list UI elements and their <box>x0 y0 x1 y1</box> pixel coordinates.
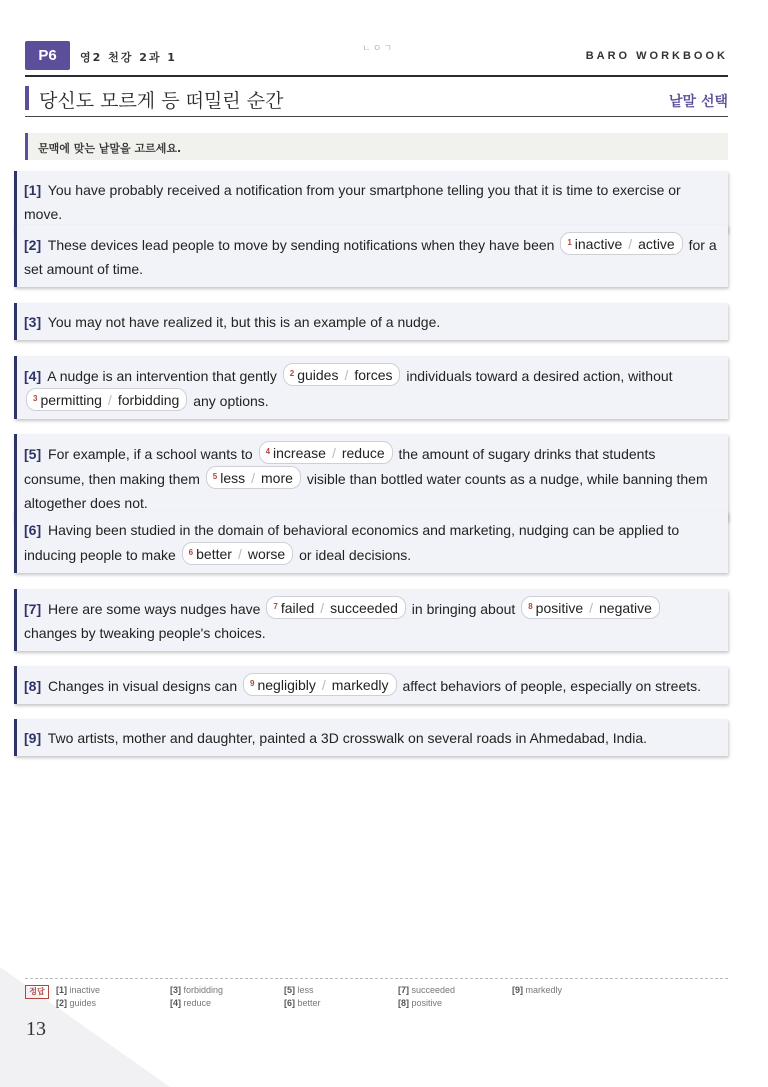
question-text: A nudge is an intervention that gently <box>47 368 277 384</box>
answer-entry: [2] guides <box>56 998 97 1008</box>
question-number: [5] <box>24 446 42 462</box>
choice-option-a[interactable]: permitting <box>40 392 102 408</box>
question-item <box>14 666 728 704</box>
question-number: [1] <box>24 182 42 198</box>
instruction-box: 문맥에 맞는 낱말을 고르세요. <box>25 133 728 160</box>
answer-entry: [8] positive <box>398 998 443 1008</box>
question-number: [2] <box>24 237 42 253</box>
choice-option-b[interactable]: markedly <box>331 677 389 693</box>
choice-group <box>560 232 682 255</box>
question-text: the amount of sugary drinks that students consume, then making them <box>24 446 656 487</box>
choice-group <box>266 596 406 619</box>
question-text: individuals toward a desired action, without <box>406 368 673 384</box>
question-text: affect behaviors of people, especially on streets. <box>402 678 702 694</box>
blank-number: 6 <box>188 548 194 557</box>
answer-key <box>25 978 728 1018</box>
choice-option-b[interactable]: more <box>261 470 293 486</box>
question-text: Two artists, mother and daughter, painted a 3D crosswalk on several roads in Ahmedabad, India. <box>47 730 647 746</box>
blank-number: 9 <box>250 679 255 688</box>
choice-option-a[interactable]: inactive <box>574 236 623 252</box>
choice-separator: / <box>107 392 112 408</box>
choice-separator: / <box>320 600 325 616</box>
page-header <box>25 41 728 71</box>
question-number: [3] <box>24 314 42 330</box>
answer-entry: [3] forbidding <box>170 985 224 995</box>
exercise-type-label: 낱말 선택 <box>669 94 728 110</box>
question-item <box>14 303 728 340</box>
question-text: For example, if a school wants to <box>48 446 253 462</box>
choice-separator: / <box>321 677 326 693</box>
choice-option-a[interactable]: positive <box>535 600 584 616</box>
title-row <box>25 86 728 114</box>
answer-entry: [9] markedly <box>512 985 563 995</box>
answer-key-label: 정답 <box>25 985 49 999</box>
choice-option-b[interactable]: negative <box>599 600 652 616</box>
blank-number: 5 <box>212 472 218 481</box>
blank-number: 7 <box>273 602 278 611</box>
question-item <box>14 719 728 756</box>
choice-option-b[interactable]: succeeded <box>330 600 398 616</box>
page-number: 13 <box>26 1018 46 1040</box>
choice-option-a[interactable]: increase <box>273 445 326 461</box>
question-text: You may not have realized it, but this is an example of a nudge. <box>47 314 441 330</box>
choice-group <box>259 441 393 464</box>
question-item <box>14 434 728 521</box>
question-text: for a set amount of time. <box>24 237 717 277</box>
blank-number: 2 <box>289 369 295 378</box>
answer-entry: [7] succeeded <box>398 985 456 995</box>
question-item <box>14 589 728 651</box>
question-item <box>14 171 728 232</box>
question-text: changes by tweaking people's choices. <box>24 625 266 641</box>
header-rule <box>25 75 728 77</box>
answer-entry: [1] inactive <box>56 985 101 995</box>
question-item <box>14 511 728 573</box>
question-text: Having been studied in the domain of behavioral economics and marketing, nudging can be applied to inducing people to make <box>24 522 680 563</box>
choice-option-b[interactable]: active <box>638 236 675 252</box>
question-text: You have probably received a notification from your smartphone telling you that it is time to exercise or move. <box>24 182 681 222</box>
choice-group <box>243 673 397 696</box>
question-text: any options. <box>193 393 269 409</box>
question-text: visible than bottled water counts as a nudge, while banning them altogether does not. <box>24 471 708 511</box>
question-item <box>14 356 728 419</box>
title-accent <box>25 86 29 110</box>
choice-option-a[interactable]: negligibly <box>257 677 316 693</box>
choice-separator: / <box>251 470 256 486</box>
blank-number: 1 <box>567 238 572 247</box>
blank-number: 8 <box>528 602 533 611</box>
question-text: or ideal decisions. <box>299 547 412 563</box>
choice-option-a[interactable]: guides <box>297 367 339 383</box>
blank-number: 3 <box>33 394 38 403</box>
choice-option-b[interactable]: forbidding <box>117 392 180 408</box>
question-number: [6] <box>24 522 42 538</box>
choice-separator: / <box>237 546 242 562</box>
choice-separator: / <box>628 236 633 252</box>
title-rule <box>25 116 728 117</box>
answer-entry: [6] better <box>284 998 321 1008</box>
question-text: These devices lead people to move by sending notifications when they have been <box>47 237 555 253</box>
choice-group <box>26 388 187 411</box>
question-item <box>14 225 728 287</box>
course-label: 영2 천강 2과 1 <box>80 51 177 64</box>
brand-label: BARO WORKBOOK <box>585 50 728 62</box>
choice-option-a[interactable]: less <box>220 470 246 486</box>
choice-separator: / <box>344 367 349 383</box>
choice-separator: / <box>331 445 336 461</box>
choice-option-b[interactable]: forces <box>354 367 393 383</box>
question-number: [9] <box>24 730 42 746</box>
question-number: [8] <box>24 678 42 694</box>
choice-option-a[interactable]: failed <box>280 600 315 616</box>
choice-option-b[interactable]: reduce <box>341 445 385 461</box>
choice-separator: / <box>589 600 594 616</box>
question-number: [7] <box>24 601 42 617</box>
choice-group <box>182 542 294 565</box>
center-mark: ㄴㅇㄱ <box>362 44 395 54</box>
choice-group <box>283 363 401 386</box>
page-label-badge: P6 <box>25 41 70 70</box>
blank-number: 4 <box>265 447 271 456</box>
question-text: in bringing about <box>411 601 516 617</box>
answer-entry: [4] reduce <box>170 998 212 1008</box>
choice-group <box>206 466 301 489</box>
page-title: 당신도 모르게 등 떠밀린 순간 <box>39 90 284 112</box>
question-text: Changes in visual designs can <box>48 678 238 694</box>
choice-group <box>521 596 660 619</box>
choice-option-a[interactable]: better <box>196 546 232 562</box>
answer-entry: [5] less <box>284 985 314 995</box>
question-number: [4] <box>24 368 42 384</box>
choice-option-b[interactable]: worse <box>247 546 286 562</box>
question-text: Here are some ways nudges have <box>48 601 261 617</box>
